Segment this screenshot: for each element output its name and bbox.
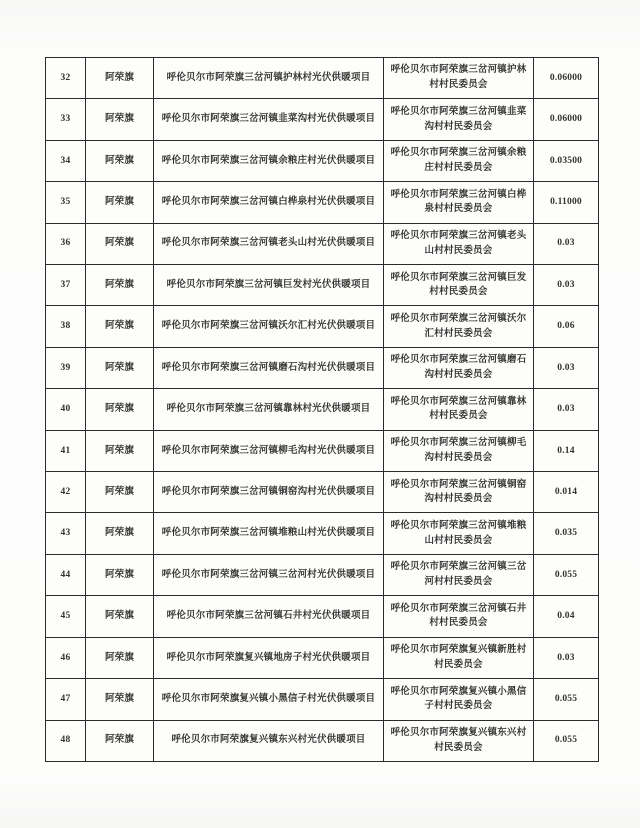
cell-project-name: 呼伦贝尔市阿荣旗复兴镇东兴村光伏供暖项目 [154,720,384,762]
table-row [46,140,599,181]
cell-project-name: 呼伦贝尔市阿荣旗三岔河镇护林村光伏供暖项目 [154,58,384,99]
table-row [46,389,599,430]
cell-committee: 呼伦贝尔市阿荣旗三岔河镇老头山村村民委员会 [384,223,534,264]
cell-row-number: 33 [46,99,86,140]
cell-project-name: 呼伦贝尔市阿荣旗三岔河镇柳毛沟村光伏供暖项目 [154,430,384,471]
cell-project-name: 呼伦贝尔市阿荣旗三岔河镇老头山村光伏供暖项目 [154,223,384,264]
cell-project-name: 呼伦贝尔市阿荣旗三岔河镇三岔河村光伏供暖项目 [154,554,384,595]
cell-value: 0.06000 [534,58,599,99]
cell-committee: 呼伦贝尔市阿荣旗三岔河镇磨石沟村村民委员会 [384,347,534,388]
cell-county: 阿荣旗 [86,472,154,513]
cell-value: 0.14 [534,430,599,471]
table-row [46,596,599,637]
project-table [45,57,599,762]
table-row [46,58,599,99]
cell-project-name: 呼伦贝尔市阿荣旗三岔河镇磨石沟村光伏供暖项目 [154,347,384,388]
table-row [46,637,599,678]
table-body [46,58,599,762]
cell-row-number: 46 [46,637,86,678]
cell-row-number: 45 [46,596,86,637]
cell-committee: 呼伦贝尔市阿荣旗复兴镇东兴村村民委员会 [384,720,534,762]
cell-committee: 呼伦贝尔市阿荣旗三岔河镇铜窑沟村村民委员会 [384,472,534,513]
cell-value: 0.055 [534,679,599,720]
cell-committee: 呼伦贝尔市阿荣旗三岔河镇护林村村民委员会 [384,58,534,99]
cell-value: 0.055 [534,554,599,595]
cell-row-number: 38 [46,306,86,347]
cell-committee: 呼伦贝尔市阿荣旗复兴镇小黑信子村村民委员会 [384,679,534,720]
cell-project-name: 呼伦贝尔市阿荣旗三岔河镇靠林村光伏供暖项目 [154,389,384,430]
cell-project-name: 呼伦贝尔市阿荣旗三岔河镇白桦泉村光伏供暖项目 [154,182,384,223]
table-row [46,430,599,471]
table-row [46,182,599,223]
cell-county: 阿荣旗 [86,513,154,554]
cell-value: 0.03 [534,347,599,388]
cell-county: 阿荣旗 [86,140,154,181]
cell-committee: 呼伦贝尔市阿荣旗三岔河镇靠林村村民委员会 [384,389,534,430]
cell-committee: 呼伦贝尔市阿荣旗三岔河镇白桦泉村村民委员会 [384,182,534,223]
table-row [46,223,599,264]
table-row [46,720,599,762]
table-row [46,513,599,554]
cell-row-number: 43 [46,513,86,554]
cell-committee: 呼伦贝尔市阿荣旗三岔河镇巨发村村民委员会 [384,265,534,306]
cell-county: 阿荣旗 [86,554,154,595]
cell-value: 0.06000 [534,99,599,140]
cell-project-name: 呼伦贝尔市阿荣旗复兴镇小黑信子村光伏供暖项目 [154,679,384,720]
cell-value: 0.035 [534,513,599,554]
cell-project-name: 呼伦贝尔市阿荣旗三岔河镇堆粮山村光伏供暖项目 [154,513,384,554]
cell-value: 0.03 [534,637,599,678]
cell-value: 0.04 [534,596,599,637]
cell-county: 阿荣旗 [86,596,154,637]
cell-project-name: 呼伦贝尔市阿荣旗三岔河镇巨发村光伏供暖项目 [154,265,384,306]
table-row [46,99,599,140]
cell-county: 阿荣旗 [86,58,154,99]
cell-county: 阿荣旗 [86,430,154,471]
table-row [46,679,599,720]
cell-value: 0.03500 [534,140,599,181]
cell-committee: 呼伦贝尔市阿荣旗三岔河镇堆粮山村村民委员会 [384,513,534,554]
cell-committee: 呼伦贝尔市阿荣旗三岔河镇韭菜沟村村民委员会 [384,99,534,140]
cell-row-number: 44 [46,554,86,595]
cell-value: 0.03 [534,389,599,430]
cell-value: 0.014 [534,472,599,513]
cell-row-number: 42 [46,472,86,513]
cell-committee: 呼伦贝尔市阿荣旗三岔河镇余粮庄村村民委员会 [384,140,534,181]
cell-row-number: 37 [46,265,86,306]
cell-row-number: 48 [46,720,86,762]
cell-value: 0.055 [534,720,599,762]
cell-row-number: 40 [46,389,86,430]
cell-county: 阿荣旗 [86,306,154,347]
table-row [46,472,599,513]
table-row [46,554,599,595]
table-row [46,306,599,347]
cell-row-number: 35 [46,182,86,223]
cell-county: 阿荣旗 [86,182,154,223]
cell-project-name: 呼伦贝尔市阿荣旗复兴镇地房子村光伏供暖项目 [154,637,384,678]
cell-value: 0.03 [534,265,599,306]
cell-value: 0.06 [534,306,599,347]
cell-county: 阿荣旗 [86,347,154,388]
cell-value: 0.03 [534,223,599,264]
cell-row-number: 36 [46,223,86,264]
cell-committee: 呼伦贝尔市阿荣旗复兴镇新胜村村民委员会 [384,637,534,678]
cell-row-number: 39 [46,347,86,388]
cell-committee: 呼伦贝尔市阿荣旗三岔河镇沃尔汇村村民委员会 [384,306,534,347]
cell-county: 阿荣旗 [86,637,154,678]
cell-row-number: 41 [46,430,86,471]
cell-project-name: 呼伦贝尔市阿荣旗三岔河镇石井村光伏供暖项目 [154,596,384,637]
cell-county: 阿荣旗 [86,223,154,264]
table-row [46,347,599,388]
cell-county: 阿荣旗 [86,720,154,762]
cell-committee: 呼伦贝尔市阿荣旗三岔河镇石井村村民委员会 [384,596,534,637]
table-row [46,265,599,306]
cell-row-number: 34 [46,140,86,181]
cell-project-name: 呼伦贝尔市阿荣旗三岔河镇铜窑沟村光伏供暖项目 [154,472,384,513]
cell-row-number: 47 [46,679,86,720]
cell-county: 阿荣旗 [86,389,154,430]
cell-project-name: 呼伦贝尔市阿荣旗三岔河镇余粮庄村光伏供暖项目 [154,140,384,181]
cell-project-name: 呼伦贝尔市阿荣旗三岔河镇韭菜沟村光伏供暖项目 [154,99,384,140]
cell-committee: 呼伦贝尔市阿荣旗三岔河镇三岔河村村民委员会 [384,554,534,595]
cell-county: 阿荣旗 [86,265,154,306]
cell-committee: 呼伦贝尔市阿荣旗三岔河镇柳毛沟村村民委员会 [384,430,534,471]
cell-county: 阿荣旗 [86,679,154,720]
cell-row-number: 32 [46,58,86,99]
cell-project-name: 呼伦贝尔市阿荣旗三岔河镇沃尔汇村光伏供暖项目 [154,306,384,347]
cell-county: 阿荣旗 [86,99,154,140]
cell-value: 0.11000 [534,182,599,223]
